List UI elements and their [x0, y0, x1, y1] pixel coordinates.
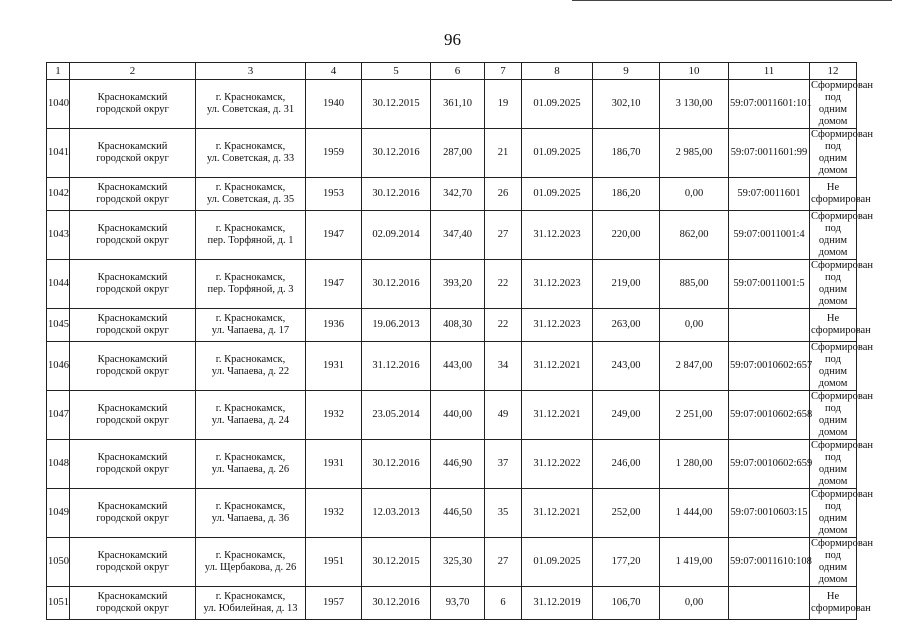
area-cell: 408,30: [431, 309, 485, 342]
municipality-cell-line: городской округ: [96, 464, 169, 475]
address-cell-line: ул. Чапаева, д. 36: [211, 513, 290, 524]
land-status-cell: [810, 211, 874, 260]
address-cell: [196, 538, 306, 587]
address-cell-line: ул. Советская, д. 33: [206, 153, 295, 164]
date-cell: 23.05.2014: [362, 391, 431, 440]
deadline-cell: 01.09.2025: [522, 538, 593, 587]
value-cell: 2 847,00: [660, 342, 729, 391]
land-status-cell-line: Не: [826, 591, 840, 602]
municipality-cell-line: Краснокамский: [97, 272, 168, 283]
municipality-cell: [70, 391, 196, 440]
housing-register-table: [46, 62, 874, 620]
land-status-cell: [810, 489, 874, 538]
deadline-cell: 01.09.2025: [522, 178, 593, 211]
address-cell-line: ул. Щербакова, д. 26: [204, 562, 297, 573]
deadline-cell: 31.12.2021: [522, 391, 593, 440]
address-cell-line: г. Краснокамск,: [215, 452, 286, 463]
land-status-cell-line: домом: [818, 525, 848, 536]
column-header: 1: [47, 63, 70, 80]
area-cell: 93,70: [431, 587, 485, 620]
date-cell: 19.06.2013: [362, 309, 431, 342]
value-cell: 0,00: [660, 309, 729, 342]
value-cell: 1 280,00: [660, 440, 729, 489]
value-cell: 885,00: [660, 260, 729, 309]
residents-cell: 22: [485, 309, 522, 342]
land-status-cell-line: Не: [826, 313, 840, 324]
year-cell: 1932: [306, 489, 362, 538]
municipality-cell-line: Краснокамский: [97, 550, 168, 561]
area-cell: 287,00: [431, 129, 485, 178]
date-cell: 30.12.2015: [362, 80, 431, 129]
land-status-cell-line: под одним: [818, 501, 848, 524]
value-cell: 0,00: [660, 178, 729, 211]
residents-cell: 6: [485, 587, 522, 620]
municipality-cell-line: Краснокамский: [97, 452, 168, 463]
year-cell: 1936: [306, 309, 362, 342]
municipality-cell: [70, 440, 196, 489]
area2-cell: 249,00: [593, 391, 660, 440]
land-status-cell-line: под одним: [818, 141, 848, 164]
land-status-cell-line: сформирован: [811, 194, 871, 205]
land-status-cell-line: под одним: [818, 403, 848, 426]
address-cell: [196, 129, 306, 178]
address-cell-line: ул. Советская, д. 35: [206, 194, 295, 205]
column-header: 8: [522, 63, 593, 80]
cadastral-cell: 59:07:0010602:658: [729, 391, 810, 440]
land-status-cell-line: Сформирован: [811, 440, 874, 451]
land-status-cell-line: под одним: [818, 354, 848, 377]
column-header: 9: [593, 63, 660, 80]
municipality-cell: [70, 587, 196, 620]
date-cell: 30.12.2016: [362, 260, 431, 309]
land-status-cell-line: Сформирован: [811, 129, 874, 140]
table-row: [47, 342, 857, 391]
land-status-cell: [810, 129, 874, 178]
cadastral-cell: [729, 587, 810, 620]
table-row: [47, 587, 857, 620]
municipality-cell: [70, 489, 196, 538]
row-number: 1041: [47, 129, 70, 178]
address-cell-line: ул. Чапаева, д. 17: [211, 325, 290, 336]
year-cell: 1931: [306, 440, 362, 489]
area2-cell: 246,00: [593, 440, 660, 489]
cadastral-cell: [729, 309, 810, 342]
row-number: 1043: [47, 211, 70, 260]
area2-cell: 252,00: [593, 489, 660, 538]
value-cell: 1 444,00: [660, 489, 729, 538]
table-row: [47, 211, 857, 260]
municipality-cell-line: Краснокамский: [97, 403, 168, 414]
page-number: 96: [444, 30, 461, 49]
address-cell: [196, 440, 306, 489]
address-cell: [196, 309, 306, 342]
cadastral-cell: 59:07:0011001:5: [729, 260, 810, 309]
land-status-cell-line: Не: [826, 182, 840, 193]
municipality-cell-line: Краснокамский: [97, 182, 168, 193]
address-cell: [196, 260, 306, 309]
address-cell-line: пер. Торфяной, д. 3: [207, 284, 294, 295]
date-cell: 30.12.2016: [362, 178, 431, 211]
land-status-cell-line: домом: [818, 116, 848, 127]
year-cell: 1932: [306, 391, 362, 440]
land-status-cell-line: домом: [818, 427, 848, 438]
municipality-cell: [70, 80, 196, 129]
table-row: [47, 129, 857, 178]
address-cell: [196, 178, 306, 211]
municipality-cell-line: Краснокамский: [97, 92, 168, 103]
municipality-cell: [70, 178, 196, 211]
column-header: 10: [660, 63, 729, 80]
area2-cell: 263,00: [593, 309, 660, 342]
area2-cell: 302,10: [593, 80, 660, 129]
deadline-cell: 31.12.2022: [522, 440, 593, 489]
address-cell: [196, 80, 306, 129]
column-header: 12: [810, 63, 857, 80]
table-row: [47, 538, 857, 587]
land-status-cell-line: Сформирован: [811, 489, 874, 500]
value-cell: 1 419,00: [660, 538, 729, 587]
table-header-row: [47, 63, 857, 80]
municipality-cell-line: городской округ: [96, 104, 169, 115]
municipality-cell-line: Краснокамский: [97, 591, 168, 602]
row-number: 1050: [47, 538, 70, 587]
land-status-cell-line: сформирован: [811, 603, 871, 614]
land-status-cell-line: под одним: [818, 92, 848, 115]
land-status-cell-line: Сформирован: [811, 391, 874, 402]
land-status-cell-line: под одним: [818, 550, 848, 573]
row-number: 1049: [47, 489, 70, 538]
column-header: 5: [362, 63, 431, 80]
year-cell: 1951: [306, 538, 362, 587]
municipality-cell-line: городской округ: [96, 284, 169, 295]
land-status-cell-line: домом: [818, 296, 848, 307]
municipality-cell-line: Краснокамский: [97, 141, 168, 152]
address-cell-line: г. Краснокамск,: [215, 182, 286, 193]
area2-cell: 186,70: [593, 129, 660, 178]
value-cell: 0,00: [660, 587, 729, 620]
value-cell: 2 985,00: [660, 129, 729, 178]
address-cell-line: ул. Чапаева, д. 24: [211, 415, 290, 426]
address-cell: [196, 391, 306, 440]
value-cell: 862,00: [660, 211, 729, 260]
cadastral-cell: 59:07:0011610:108: [729, 538, 810, 587]
municipality-cell-line: городской округ: [96, 415, 169, 426]
table-row: [47, 178, 857, 211]
municipality-cell: [70, 211, 196, 260]
row-number: 1046: [47, 342, 70, 391]
residents-cell: 22: [485, 260, 522, 309]
deadline-cell: 31.12.2021: [522, 342, 593, 391]
land-status-cell-line: домом: [818, 574, 848, 585]
land-status-cell-line: Сформирован: [811, 80, 874, 91]
land-status-cell-line: домом: [818, 476, 848, 487]
date-cell: 30.12.2016: [362, 440, 431, 489]
address-cell-line: ул. Юбилейная, д. 13: [203, 603, 298, 614]
date-cell: 12.03.2013: [362, 489, 431, 538]
cadastral-cell: 59:07:0011001:4: [729, 211, 810, 260]
land-status-cell: [810, 587, 871, 620]
address-cell: [196, 489, 306, 538]
address-cell-line: г. Краснокамск,: [215, 591, 286, 602]
address-cell-line: г. Краснокамск,: [215, 272, 286, 283]
municipality-cell-line: городской округ: [96, 366, 169, 377]
table-row: [47, 260, 857, 309]
column-header: 7: [485, 63, 522, 80]
area2-cell: 177,20: [593, 538, 660, 587]
address-cell-line: г. Краснокамск,: [215, 403, 286, 414]
land-status-cell-line: Сформирован: [811, 538, 874, 549]
residents-cell: 19: [485, 80, 522, 129]
cadastral-cell: 59:07:0011601:101: [729, 80, 810, 129]
land-status-cell: [810, 309, 871, 342]
top-rule: [572, 0, 892, 1]
area2-cell: 186,20: [593, 178, 660, 211]
area-cell: 446,90: [431, 440, 485, 489]
column-header: 6: [431, 63, 485, 80]
deadline-cell: 31.12.2023: [522, 309, 593, 342]
address-cell-line: ул. Чапаева, д. 22: [211, 366, 290, 377]
land-status-cell: [810, 80, 874, 129]
table-row: [47, 489, 857, 538]
area-cell: 446,50: [431, 489, 485, 538]
municipality-cell-line: Краснокамский: [97, 223, 168, 234]
municipality-cell-line: городской округ: [96, 513, 169, 524]
municipality-cell-line: Краснокамский: [97, 501, 168, 512]
municipality-cell-line: Краснокамский: [97, 313, 168, 324]
municipality-cell-line: городской округ: [96, 325, 169, 336]
address-cell-line: г. Краснокамск,: [215, 92, 286, 103]
row-number: 1042: [47, 178, 70, 211]
row-number: 1047: [47, 391, 70, 440]
area-cell: 325,30: [431, 538, 485, 587]
municipality-cell-line: городской округ: [96, 194, 169, 205]
date-cell: 30.12.2016: [362, 587, 431, 620]
residents-cell: 27: [485, 211, 522, 260]
land-status-cell-line: домом: [818, 247, 848, 258]
year-cell: 1947: [306, 211, 362, 260]
deadline-cell: 01.09.2025: [522, 129, 593, 178]
year-cell: 1940: [306, 80, 362, 129]
year-cell: 1947: [306, 260, 362, 309]
deadline-cell: 31.12.2023: [522, 211, 593, 260]
land-status-cell-line: Сформирован: [811, 342, 874, 353]
residents-cell: 26: [485, 178, 522, 211]
date-cell: 31.12.2016: [362, 342, 431, 391]
cadastral-cell: 59:07:0010602:659: [729, 440, 810, 489]
area-cell: 440,00: [431, 391, 485, 440]
deadline-cell: 01.09.2025: [522, 80, 593, 129]
address-cell-line: г. Краснокамск,: [215, 223, 286, 234]
date-cell: 30.12.2016: [362, 129, 431, 178]
address-cell-line: г. Краснокамск,: [215, 501, 286, 512]
row-number: 1044: [47, 260, 70, 309]
municipality-cell-line: городской округ: [96, 235, 169, 246]
address-cell-line: г. Краснокамск,: [215, 313, 286, 324]
area2-cell: 243,00: [593, 342, 660, 391]
municipality-cell: [70, 342, 196, 391]
land-status-cell: [810, 538, 874, 587]
area-cell: 342,70: [431, 178, 485, 211]
year-cell: 1931: [306, 342, 362, 391]
municipality-cell: [70, 538, 196, 587]
area-cell: 393,20: [431, 260, 485, 309]
cadastral-cell: 59:07:0010603:15: [729, 489, 810, 538]
table-row: [47, 80, 857, 129]
deadline-cell: 31.12.2023: [522, 260, 593, 309]
column-header: 2: [70, 63, 196, 80]
address-cell: [196, 211, 306, 260]
land-status-cell: [810, 391, 874, 440]
residents-cell: 27: [485, 538, 522, 587]
table-row: [47, 391, 857, 440]
land-status-cell-line: Сформирован: [811, 211, 874, 222]
land-status-cell-line: домом: [818, 165, 848, 176]
address-cell-line: ул. Чапаева, д. 26: [211, 464, 290, 475]
land-status-cell-line: Сформирован: [811, 260, 874, 271]
municipality-cell: [70, 260, 196, 309]
land-status-cell-line: под одним: [818, 223, 848, 246]
column-header: 3: [196, 63, 306, 80]
date-cell: 30.12.2015: [362, 538, 431, 587]
municipality-cell: [70, 309, 196, 342]
value-cell: 3 130,00: [660, 80, 729, 129]
land-status-cell-line: сформирован: [811, 325, 871, 336]
year-cell: 1957: [306, 587, 362, 620]
table-row: [47, 440, 857, 489]
municipality-cell-line: городской округ: [96, 153, 169, 164]
date-cell: 02.09.2014: [362, 211, 431, 260]
address-cell: [196, 342, 306, 391]
cadastral-cell: 59:07:0011601: [729, 178, 810, 211]
deadline-cell: 31.12.2021: [522, 489, 593, 538]
deadline-cell: 31.12.2019: [522, 587, 593, 620]
year-cell: 1953: [306, 178, 362, 211]
municipality-cell-line: Краснокамский: [97, 354, 168, 365]
land-status-cell: [810, 260, 874, 309]
municipality-cell-line: городской округ: [96, 562, 169, 573]
year-cell: 1959: [306, 129, 362, 178]
area-cell: 361,10: [431, 80, 485, 129]
land-status-cell: [810, 440, 874, 489]
municipality-cell: [70, 129, 196, 178]
table-row: [47, 309, 857, 342]
land-status-cell: [810, 178, 871, 211]
address-cell: [196, 587, 306, 620]
land-status-cell-line: домом: [818, 378, 848, 389]
address-cell-line: пер. Торфяной, д. 1: [207, 235, 294, 246]
value-cell: 2 251,00: [660, 391, 729, 440]
address-cell-line: ул. Советская, д. 31: [206, 104, 295, 115]
address-cell-line: г. Краснокамск,: [215, 354, 286, 365]
residents-cell: 49: [485, 391, 522, 440]
residents-cell: 35: [485, 489, 522, 538]
area-cell: 347,40: [431, 211, 485, 260]
column-header: 11: [729, 63, 810, 80]
address-cell-line: г. Краснокамск,: [215, 550, 286, 561]
residents-cell: 37: [485, 440, 522, 489]
land-status-cell-line: под одним: [818, 452, 848, 475]
cadastral-cell: 59:07:0011601:99: [729, 129, 810, 178]
land-status-cell: [810, 342, 874, 391]
area2-cell: 219,00: [593, 260, 660, 309]
column-header: 4: [306, 63, 362, 80]
land-status-cell-line: под одним: [818, 272, 848, 295]
cadastral-cell: 59:07:0010602:657: [729, 342, 810, 391]
row-number: 1040: [47, 80, 70, 129]
residents-cell: 21: [485, 129, 522, 178]
row-number: 1051: [47, 587, 70, 620]
municipality-cell-line: городской округ: [96, 603, 169, 614]
area-cell: 443,00: [431, 342, 485, 391]
row-number: 1045: [47, 309, 70, 342]
row-number: 1048: [47, 440, 70, 489]
address-cell-line: г. Краснокамск,: [215, 141, 286, 152]
area2-cell: 106,70: [593, 587, 660, 620]
area2-cell: 220,00: [593, 211, 660, 260]
residents-cell: 34: [485, 342, 522, 391]
